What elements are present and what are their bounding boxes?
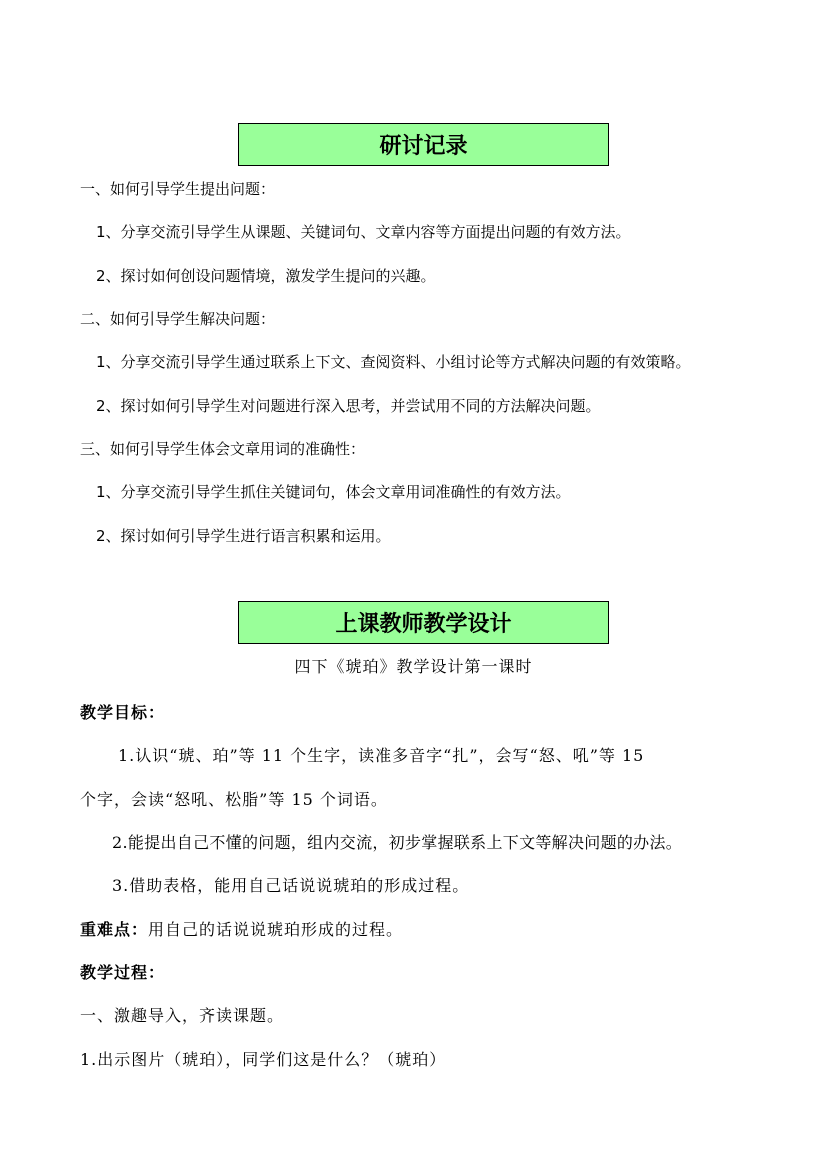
discussion-item-2-1: 1、分享交流引导学生通过联系上下文、查阅资料、小组讨论等方式解决问题的有效策略。: [96, 353, 691, 371]
key-points-label: 重难点：: [80, 920, 149, 939]
discussion-item-3-2: 2、探讨如何引导学生进行语言积累和运用。: [96, 527, 391, 545]
goal-1-line-1: 1.认识“琥、珀”等 11 个生字，读准多音字“扎”，会写“怒、吼”等 15: [118, 746, 645, 765]
process-heading: 教学过程：: [80, 963, 166, 982]
discussion-heading-2: 二、如何引导学生解决问题：: [80, 310, 276, 328]
section-title-teaching-design: 上课教师教学设计: [238, 601, 609, 644]
section-title-discussion-record: 研讨记录: [238, 123, 609, 166]
process-step-1: 一、激趣导入，齐读课题。: [80, 1006, 285, 1025]
process-step-1-1: 1.出示图片（琥珀），同学们这是什么？（琥珀）: [80, 1050, 447, 1069]
discussion-item-3-1: 1、分享交流引导学生抓住关键词句，体会文章用词准确性的有效方法。: [96, 483, 571, 501]
key-points-text: 用自己的话说说琥珀形成的过程。: [148, 920, 404, 939]
lesson-subtitle: 四下《琥珀》教学设计第一课时: [294, 657, 533, 676]
discussion-item-2-2: 2、探讨如何引导学生对问题进行深入思考，并尝试用不同的方法解决问题。: [96, 397, 601, 415]
key-points-line: [80, 920, 403, 940]
discussion-item-1-2: 2、探讨如何创设问题情境，激发学生提问的兴趣。: [96, 267, 436, 285]
goals-heading: 教学目标：: [80, 703, 166, 722]
goal-3: 3.借助表格，能用自己话说说琥珀的形成过程。: [112, 876, 470, 895]
goal-1-line-2: 个字，会读“怒吼、松脂”等 15 个词语。: [80, 790, 388, 809]
discussion-heading-3: 三、如何引导学生体会文章用词的准确性：: [80, 440, 366, 458]
discussion-heading-1: 一、如何引导学生提出问题：: [80, 180, 276, 198]
discussion-item-1-1: 1、分享交流引导学生从课题、关键词句、文章内容等方面提出问题的有效方法。: [96, 223, 631, 241]
goal-2: 2.能提出自己不懂的问题，组内交流，初步掌握联系上下文等解决问题的办法。: [112, 833, 683, 852]
